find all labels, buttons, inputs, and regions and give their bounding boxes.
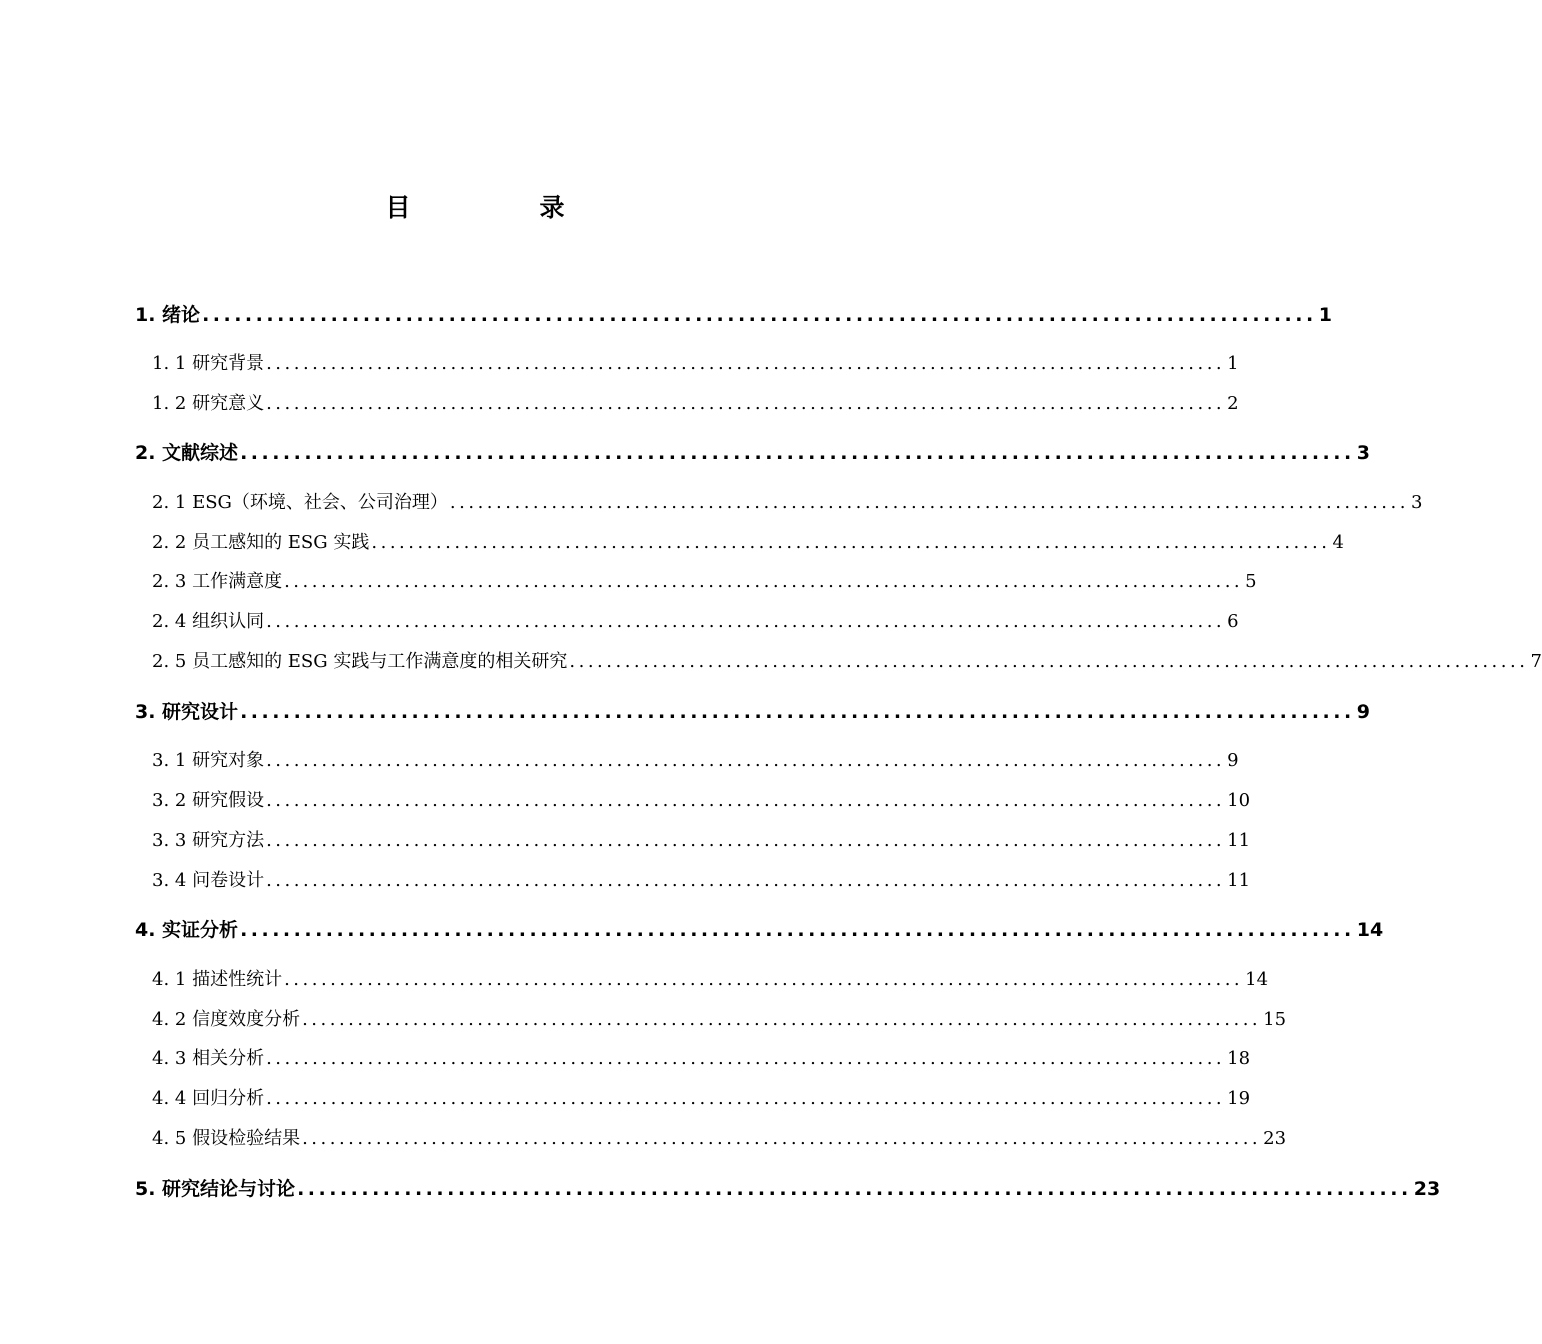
- dot-leader: ........................................................................................................: [266, 790, 1226, 811]
- toc-entry-chapter[interactable]: [0, 697, 1370, 727]
- dot-leader: ........................................................................................................: [266, 611, 1226, 632]
- toc-entry-label: 3. 1 研究对象: [152, 750, 265, 771]
- toc-entry-page: 11: [1227, 870, 1251, 891]
- toc-entry-page: 9: [1356, 701, 1370, 723]
- toc-entry-page: 3: [1356, 442, 1370, 464]
- dot-leader: ........................................................................................................: [240, 701, 1355, 723]
- toc-entry-page: 3: [1410, 492, 1423, 513]
- toc-entry-page: 23: [1413, 1178, 1441, 1200]
- toc-entry-section[interactable]: [0, 528, 1344, 558]
- toc-entry-page: 23: [1263, 1128, 1287, 1149]
- toc-entry-label: 5. 研究结论与讨论: [135, 1178, 296, 1200]
- toc-entry-page: 7: [1530, 651, 1542, 672]
- dot-leader: ........................................................................................................: [266, 353, 1226, 374]
- toc-entry-page: 1: [1227, 353, 1239, 374]
- dot-leader: ........................................................................................................: [202, 304, 1317, 326]
- toc-entry-label: 4. 实证分析: [135, 919, 239, 941]
- toc-entry-section[interactable]: [0, 607, 1239, 637]
- dot-leader: ........................................................................................................: [284, 571, 1244, 592]
- toc-entry-label: 3. 4 问卷设计: [152, 870, 265, 891]
- toc-entry-section[interactable]: [0, 1124, 1287, 1154]
- toc-entry-chapter[interactable]: [0, 1174, 1441, 1204]
- toc-entry-chapter[interactable]: [0, 300, 1332, 330]
- toc-entry-label: 1. 2 研究意义: [152, 393, 265, 414]
- toc-entry-section[interactable]: [0, 567, 1257, 597]
- toc-entry-label: 4. 4 回归分析: [152, 1088, 265, 1109]
- toc-entry-page: 14: [1245, 969, 1269, 990]
- toc-entry-chapter[interactable]: [0, 438, 1370, 468]
- toc-entry-section[interactable]: [0, 965, 1269, 995]
- toc-entry-label: 4. 2 信度效度分析: [152, 1009, 301, 1030]
- dot-leader: ........................................................................................................: [302, 1128, 1262, 1149]
- toc-entry-page: 19: [1227, 1088, 1251, 1109]
- toc-entry-label: 3. 2 研究假设: [152, 790, 265, 811]
- toc-entry-label: 1. 1 研究背景: [152, 353, 265, 374]
- toc-entry-page: 11: [1227, 830, 1251, 851]
- toc-entry-section[interactable]: [0, 488, 1423, 518]
- toc-entry-page: 10: [1227, 790, 1251, 811]
- toc-entry-label: 2. 5 员工感知的 ESG 实践与工作满意度的相关研究: [152, 651, 568, 672]
- dot-leader: ........................................................................................................: [266, 393, 1226, 414]
- dot-leader: ........................................................................................................: [266, 1088, 1226, 1109]
- toc-entry-section[interactable]: [0, 647, 1542, 677]
- dot-leader: ........................................................................................................: [284, 969, 1244, 990]
- toc-entry-page: 14: [1356, 919, 1384, 941]
- toc-entry-section[interactable]: [0, 746, 1239, 776]
- toc-entry-label: 2. 文献综述: [135, 442, 239, 464]
- toc-entry-page: 1: [1318, 304, 1332, 326]
- toc-entry-label: 3. 研究设计: [135, 701, 239, 723]
- toc-entry-section[interactable]: [0, 1005, 1287, 1035]
- dot-leader: ........................................................................................................: [371, 532, 1331, 553]
- toc-entry-page: 6: [1227, 611, 1239, 632]
- toc-entry-label: 2. 3 工作满意度: [152, 571, 283, 592]
- toc-entry-page: 15: [1263, 1009, 1287, 1030]
- dot-leader: ........................................................................................................: [240, 919, 1355, 941]
- toc-entry-label: 2. 1 ESG（环境、社会、公司治理）: [152, 492, 448, 513]
- dot-leader: ........................................................................................................: [266, 830, 1226, 851]
- dot-leader: ........................................................................................................: [266, 750, 1226, 771]
- toc-entry-label: 2. 4 组织认同: [152, 611, 265, 632]
- page-title: 目 录: [385, 193, 617, 222]
- dot-leader: ........................................................................................................: [302, 1009, 1262, 1030]
- dot-leader: ........................................................................................................: [266, 870, 1226, 891]
- toc-entry-page: 9: [1227, 750, 1239, 771]
- toc-entry-section[interactable]: [0, 1084, 1251, 1114]
- toc-entry-label: 4. 5 假设检验结果: [152, 1128, 301, 1149]
- toc-entry-label: 3. 3 研究方法: [152, 830, 265, 851]
- toc-entry-label: 4. 1 描述性统计: [152, 969, 283, 990]
- toc-entry-page: 4: [1332, 532, 1344, 553]
- toc-entry-page: 5: [1245, 571, 1257, 592]
- toc-entry-label: 4. 3 相关分析: [152, 1048, 265, 1069]
- toc-entry-label: 1. 绪论: [135, 304, 201, 326]
- toc-entry-chapter[interactable]: [0, 915, 1384, 945]
- toc-entry-section[interactable]: [0, 349, 1239, 379]
- toc-entry-section[interactable]: [0, 389, 1239, 419]
- dot-leader: ........................................................................................................: [266, 1048, 1226, 1069]
- dot-leader: ........................................................................................................: [297, 1178, 1412, 1200]
- dot-leader: ........................................................................................................: [240, 442, 1355, 464]
- toc-entry-label: 2. 2 员工感知的 ESG 实践: [152, 532, 370, 553]
- toc-entry-page: 18: [1227, 1048, 1251, 1069]
- toc-entry-section[interactable]: [0, 1044, 1251, 1074]
- toc-entry-section[interactable]: [0, 866, 1251, 896]
- toc-entry-page: 2: [1227, 393, 1239, 414]
- toc-entry-section[interactable]: [0, 826, 1251, 856]
- dot-leader: ........................................................................................................: [569, 651, 1529, 672]
- toc-entry-section[interactable]: [0, 786, 1251, 816]
- dot-leader: ........................................................................................................: [449, 492, 1409, 513]
